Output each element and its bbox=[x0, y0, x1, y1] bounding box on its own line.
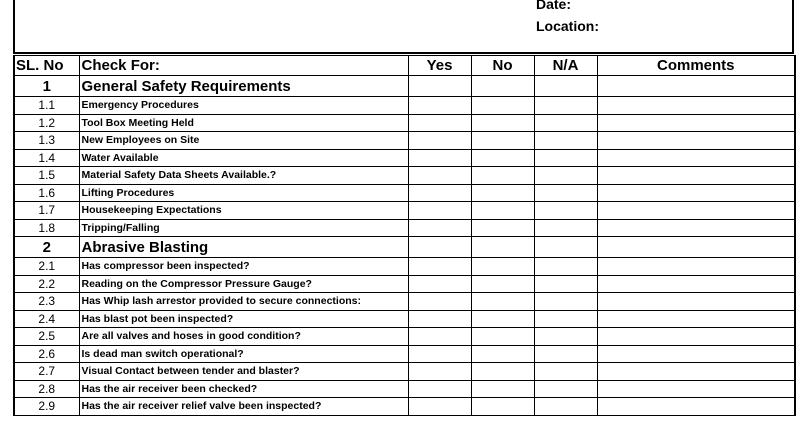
na-cell[interactable] bbox=[534, 363, 597, 381]
checklist-body bbox=[14, 76, 795, 416]
na-cell[interactable] bbox=[534, 310, 597, 328]
item-text: Are all valves and hoses in good condition? bbox=[79, 328, 408, 346]
comments-cell[interactable] bbox=[597, 380, 795, 398]
section-number: 1 bbox=[14, 76, 79, 97]
item-number: 1.4 bbox=[14, 149, 79, 167]
no-cell[interactable] bbox=[471, 114, 534, 132]
no-cell[interactable] bbox=[471, 328, 534, 346]
yes-cell[interactable] bbox=[408, 293, 471, 311]
section-title: Abrasive Blasting bbox=[79, 237, 408, 258]
yes-cell[interactable] bbox=[408, 149, 471, 167]
yes-cell[interactable] bbox=[408, 76, 471, 97]
column-header-yes: Yes bbox=[408, 56, 471, 76]
checklist-item-row bbox=[14, 219, 795, 237]
comments-cell[interactable] bbox=[597, 202, 795, 220]
yes-cell[interactable] bbox=[408, 275, 471, 293]
item-number: 2.4 bbox=[14, 310, 79, 328]
no-cell[interactable] bbox=[471, 132, 534, 150]
no-cell[interactable] bbox=[471, 380, 534, 398]
header-row bbox=[14, 56, 795, 76]
comments-cell[interactable] bbox=[597, 275, 795, 293]
yes-cell[interactable] bbox=[408, 380, 471, 398]
no-cell[interactable] bbox=[471, 345, 534, 363]
item-number: 2.6 bbox=[14, 345, 79, 363]
comments-cell[interactable] bbox=[597, 184, 795, 202]
item-number: 1.6 bbox=[14, 184, 79, 202]
item-number: 2.2 bbox=[14, 275, 79, 293]
item-text: Reading on the Compressor Pressure Gauge? bbox=[79, 275, 408, 293]
yes-cell[interactable] bbox=[408, 167, 471, 185]
comments-cell[interactable] bbox=[597, 237, 795, 258]
item-number: 2.5 bbox=[14, 328, 79, 346]
item-text: Tripping/Falling bbox=[79, 219, 408, 237]
checklist-item-row bbox=[14, 97, 795, 115]
comments-cell[interactable] bbox=[597, 132, 795, 150]
no-cell[interactable] bbox=[471, 202, 534, 220]
yes-cell[interactable] bbox=[408, 132, 471, 150]
item-text: Water Available bbox=[79, 149, 408, 167]
no-cell[interactable] bbox=[471, 219, 534, 237]
item-text: Visual Contact between tender and blaster? bbox=[79, 363, 408, 381]
na-cell[interactable] bbox=[534, 114, 597, 132]
section-row bbox=[14, 76, 795, 97]
yes-cell[interactable] bbox=[408, 184, 471, 202]
checklist-item-row bbox=[14, 345, 795, 363]
na-cell[interactable] bbox=[534, 237, 597, 258]
no-cell[interactable] bbox=[471, 97, 534, 115]
yes-cell[interactable] bbox=[408, 114, 471, 132]
item-text: Has compressor been inspected? bbox=[79, 258, 408, 276]
checklist-item-row bbox=[14, 202, 795, 220]
na-cell[interactable] bbox=[534, 167, 597, 185]
item-number: 1.8 bbox=[14, 219, 79, 237]
item-text: Housekeeping Expectations bbox=[79, 202, 408, 220]
item-text: Has blast pot been inspected? bbox=[79, 310, 408, 328]
checklist-item-row bbox=[14, 149, 795, 167]
item-number: 1.5 bbox=[14, 167, 79, 185]
no-cell[interactable] bbox=[471, 293, 534, 311]
date-label: Date: bbox=[536, 0, 572, 12]
item-text: Lifting Procedures bbox=[79, 184, 408, 202]
item-text: Has the air receiver been checked? bbox=[79, 380, 408, 398]
item-number: 1.2 bbox=[14, 114, 79, 132]
column-header-comments: Comments bbox=[597, 56, 795, 76]
comments-cell[interactable] bbox=[597, 76, 795, 97]
checklist-item-row bbox=[14, 184, 795, 202]
comments-cell[interactable] bbox=[597, 97, 795, 115]
no-cell[interactable] bbox=[471, 363, 534, 381]
column-header-na: N/A bbox=[534, 56, 597, 76]
section-title: General Safety Requirements bbox=[79, 76, 408, 97]
na-cell[interactable] bbox=[534, 380, 597, 398]
location-label: Location: bbox=[536, 18, 599, 34]
no-cell[interactable] bbox=[471, 237, 534, 258]
yes-cell[interactable] bbox=[408, 202, 471, 220]
checklist-item-row bbox=[14, 380, 795, 398]
checklist-item-row bbox=[14, 398, 795, 416]
na-cell[interactable] bbox=[534, 345, 597, 363]
yes-cell[interactable] bbox=[408, 219, 471, 237]
checklist-item-row bbox=[14, 275, 795, 293]
comments-cell[interactable] bbox=[597, 258, 795, 276]
item-number: 2.9 bbox=[14, 398, 79, 416]
item-number: 1.7 bbox=[14, 202, 79, 220]
checklist-item-row bbox=[14, 363, 795, 381]
item-number: 2.3 bbox=[14, 293, 79, 311]
header-divider bbox=[13, 52, 794, 54]
checklist-item-row bbox=[14, 328, 795, 346]
checklist-item-row bbox=[14, 258, 795, 276]
section-number: 2 bbox=[14, 237, 79, 258]
na-cell[interactable] bbox=[534, 398, 597, 416]
na-cell[interactable] bbox=[534, 97, 597, 115]
item-text: Material Safety Data Sheets Available.? bbox=[79, 167, 408, 185]
checklist-item-row bbox=[14, 310, 795, 328]
na-cell[interactable] bbox=[534, 149, 597, 167]
na-cell[interactable] bbox=[534, 275, 597, 293]
header-box bbox=[13, 0, 794, 52]
yes-cell[interactable] bbox=[408, 258, 471, 276]
checklist-item-row bbox=[14, 132, 795, 150]
column-header-sl-no: SL. No bbox=[14, 56, 79, 76]
no-cell[interactable] bbox=[471, 184, 534, 202]
yes-cell[interactable] bbox=[408, 310, 471, 328]
item-number: 2.7 bbox=[14, 363, 79, 381]
checklist-item-row bbox=[14, 114, 795, 132]
checklist-table bbox=[13, 55, 796, 416]
na-cell[interactable] bbox=[534, 184, 597, 202]
item-text: New Employees on Site bbox=[79, 132, 408, 150]
item-text: Tool Box Meeting Held bbox=[79, 114, 408, 132]
item-number: 2.1 bbox=[14, 258, 79, 276]
yes-cell[interactable] bbox=[408, 345, 471, 363]
item-text: Has Whip lash arrestor provided to secure connections: bbox=[79, 293, 408, 311]
comments-cell[interactable] bbox=[597, 345, 795, 363]
na-cell[interactable] bbox=[534, 76, 597, 97]
checklist-item-row bbox=[14, 293, 795, 311]
comments-cell[interactable] bbox=[597, 149, 795, 167]
yes-cell[interactable] bbox=[408, 97, 471, 115]
column-header-no: No bbox=[471, 56, 534, 76]
column-header-check-for: Check For: bbox=[79, 56, 408, 76]
no-cell[interactable] bbox=[471, 310, 534, 328]
comments-cell[interactable] bbox=[597, 293, 795, 311]
comments-cell[interactable] bbox=[597, 167, 795, 185]
na-cell[interactable] bbox=[534, 293, 597, 311]
item-number: 1.1 bbox=[14, 97, 79, 115]
yes-cell[interactable] bbox=[408, 237, 471, 258]
item-number: 1.3 bbox=[14, 132, 79, 150]
item-text: Has the air receiver relief valve been inspected? bbox=[79, 398, 408, 416]
na-cell[interactable] bbox=[534, 132, 597, 150]
no-cell[interactable] bbox=[471, 275, 534, 293]
comments-cell[interactable] bbox=[597, 310, 795, 328]
yes-cell[interactable] bbox=[408, 328, 471, 346]
na-cell[interactable] bbox=[534, 219, 597, 237]
checklist-item-row bbox=[14, 167, 795, 185]
comments-cell[interactable] bbox=[597, 363, 795, 381]
comments-cell[interactable] bbox=[597, 114, 795, 132]
item-text: Is dead man switch operational? bbox=[79, 345, 408, 363]
comments-cell[interactable] bbox=[597, 398, 795, 416]
section-row bbox=[14, 237, 795, 258]
na-cell[interactable] bbox=[534, 328, 597, 346]
item-number: 2.8 bbox=[14, 380, 79, 398]
yes-cell[interactable] bbox=[408, 398, 471, 416]
comments-cell[interactable] bbox=[597, 219, 795, 237]
item-text: Emergency Procedures bbox=[79, 97, 408, 115]
yes-cell[interactable] bbox=[408, 363, 471, 381]
na-cell[interactable] bbox=[534, 202, 597, 220]
no-cell[interactable] bbox=[471, 76, 534, 97]
no-cell[interactable] bbox=[471, 167, 534, 185]
na-cell[interactable] bbox=[534, 258, 597, 276]
no-cell[interactable] bbox=[471, 258, 534, 276]
no-cell[interactable] bbox=[471, 149, 534, 167]
no-cell[interactable] bbox=[471, 398, 534, 416]
comments-cell[interactable] bbox=[597, 328, 795, 346]
